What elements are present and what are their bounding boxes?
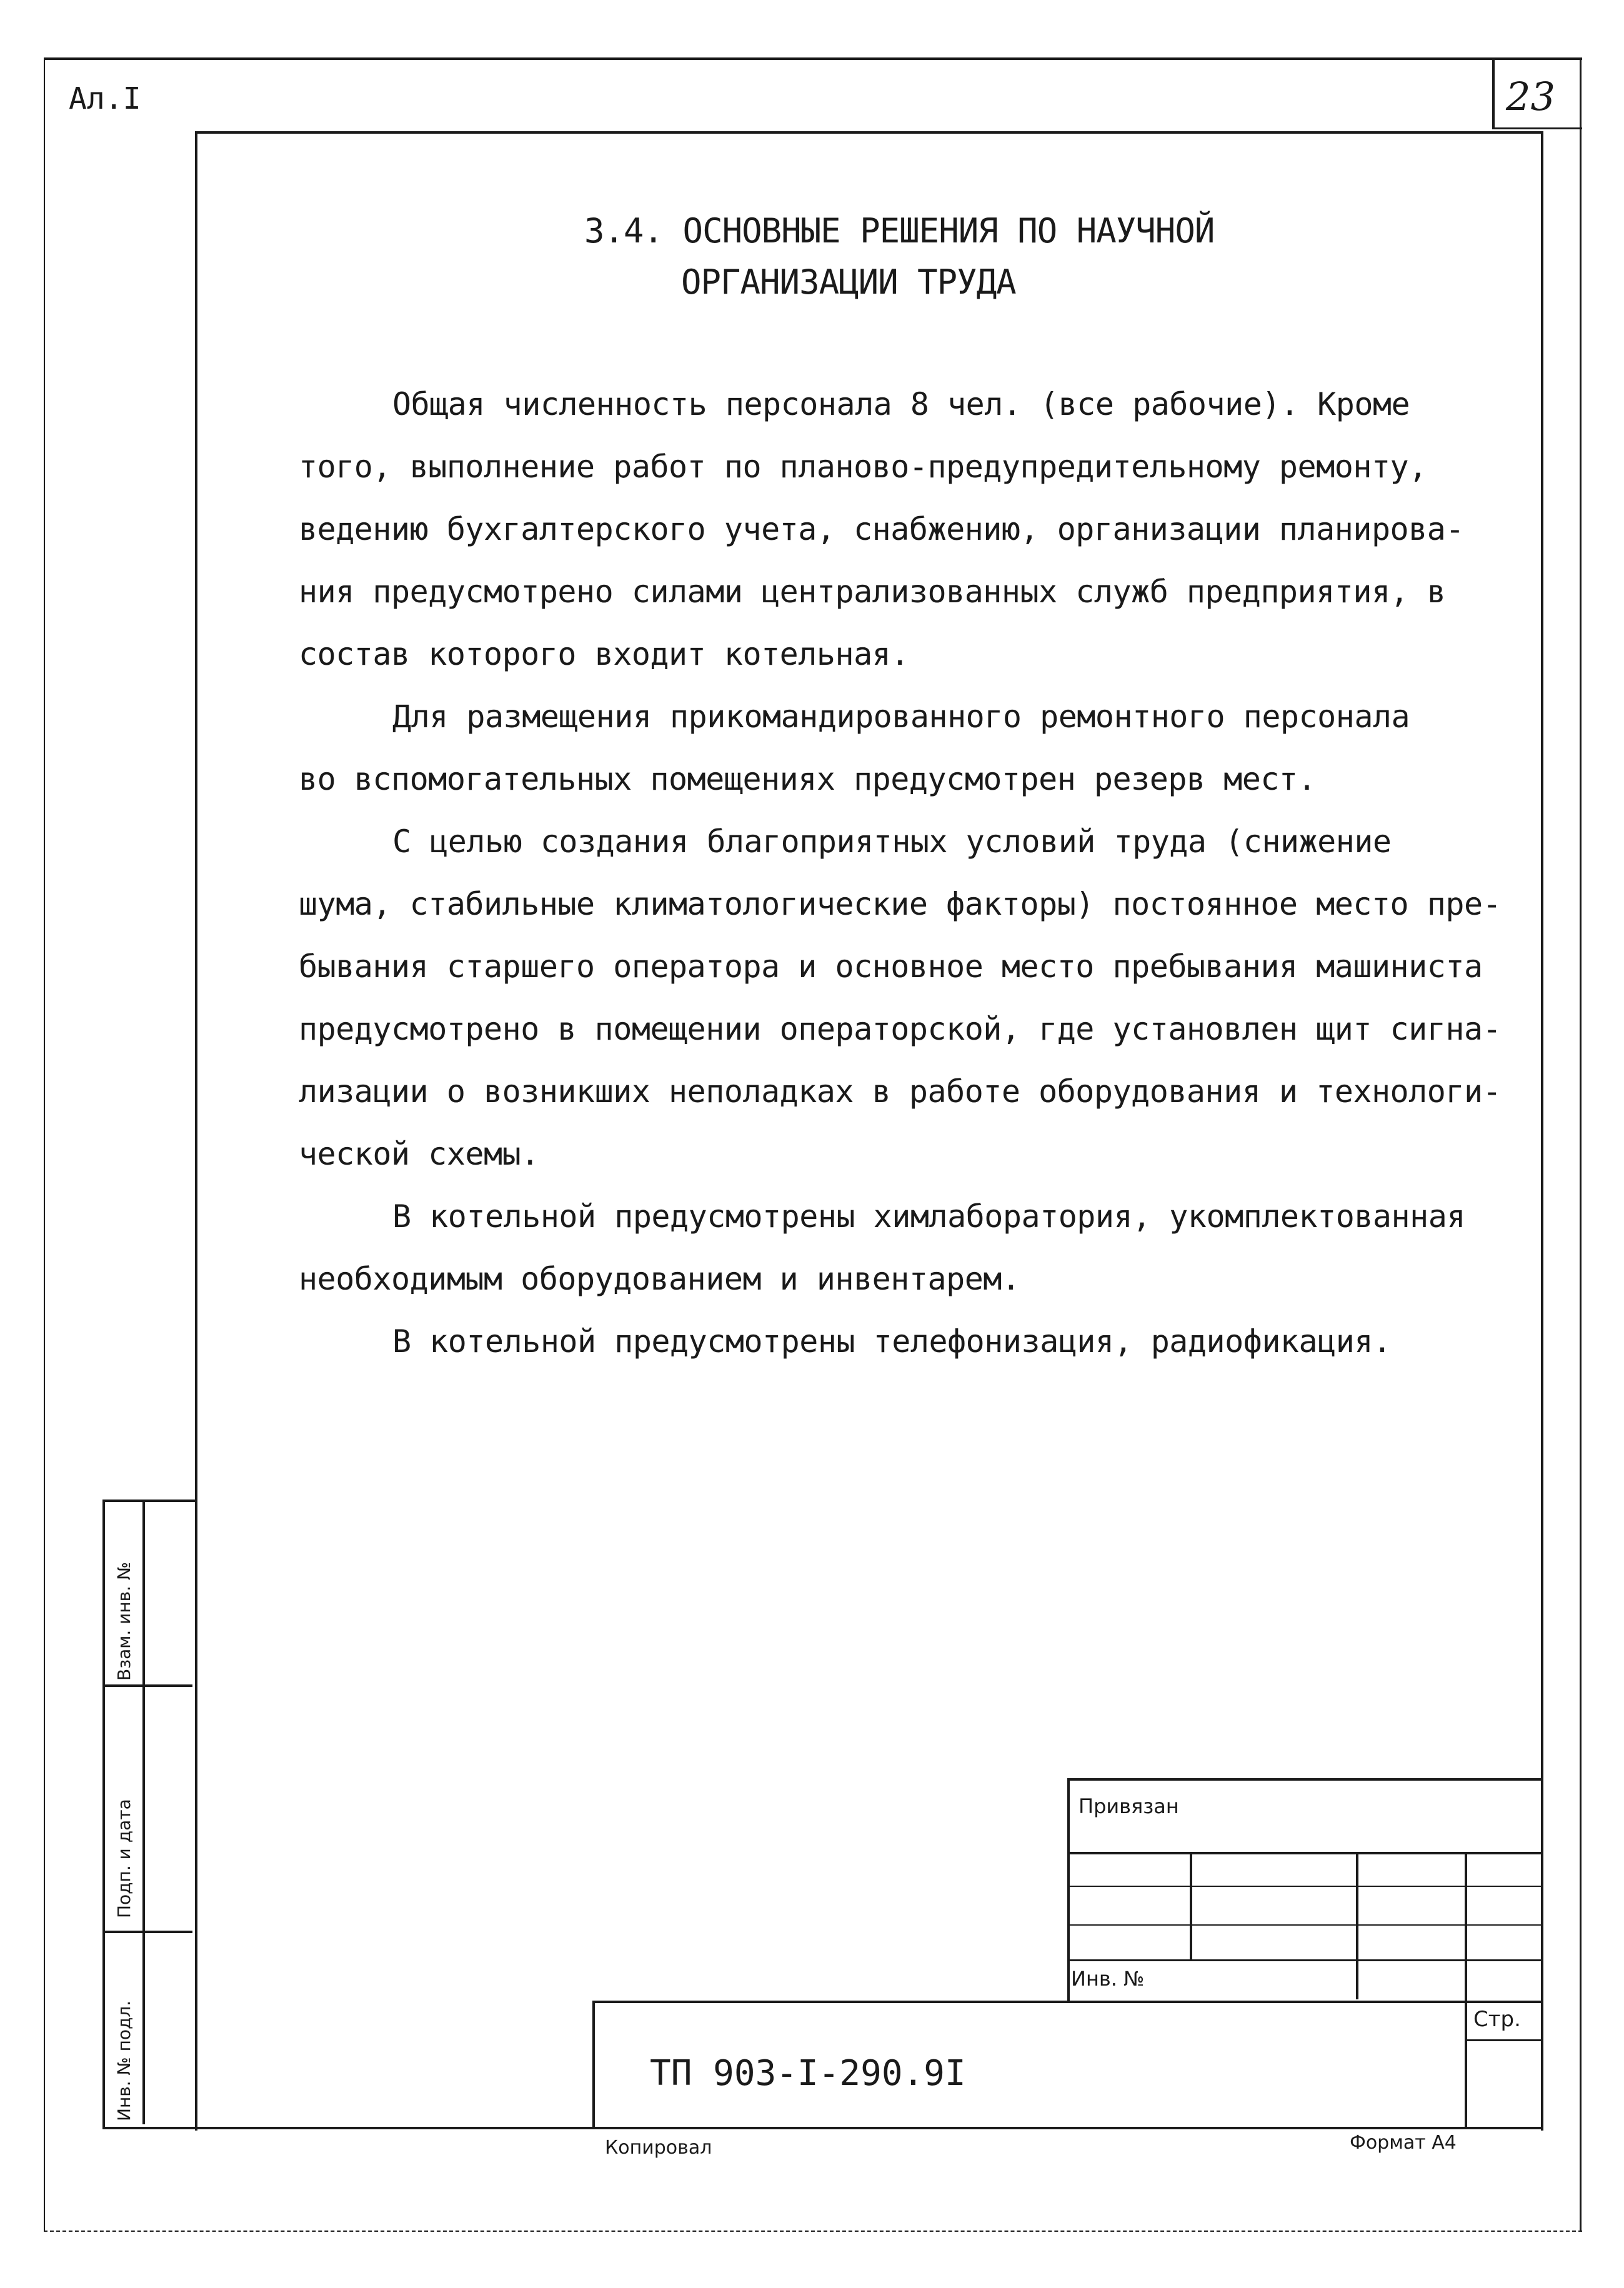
- section-title-line2: ОРГАНИЗАЦИИ ТРУДА: [681, 262, 1016, 302]
- title-block-row2: [1067, 1886, 1541, 1887]
- page-cell-divider: [1465, 2039, 1541, 2041]
- title-block-col1: [1190, 1852, 1192, 1959]
- bound-label: Привязан: [1079, 1794, 1179, 1818]
- body-line: ния предусмотрено силами централизованных служб предприятия, в: [299, 574, 1446, 610]
- body-line: того, выполнение работ по планово-предупредительному ремонту,: [299, 449, 1427, 485]
- body-line: шума, стабильные климатологические факторы) постоянное место пре-: [299, 886, 1502, 922]
- inv-label: Инв. №: [1071, 1967, 1145, 1991]
- body-line: бывания старшего оператора и основное место пребывания машиниста: [299, 948, 1483, 985]
- title-block-row1: [1067, 1852, 1541, 1854]
- paper-format-label: Формат А4: [1350, 2132, 1457, 2154]
- section-title-line1: 3.4. ОСНОВНЫЕ РЕШЕНИЯ ПО НАУЧНОЙ: [584, 211, 1215, 251]
- page-cell-label: Стр.: [1473, 2007, 1521, 2032]
- body-line: Общая численность персонала 8 чел. (все рабочие). Кроме: [392, 386, 1410, 422]
- title-block-row4: [1067, 1959, 1541, 1961]
- body-line: необходимым оборудованием и инвентарем.: [299, 1261, 1020, 1297]
- body-line: В котельной предусмотрены химлаборатория, укомплектованная: [392, 1198, 1465, 1235]
- side-stamp-field2: Подп. и дата: [114, 1799, 134, 1918]
- title-block-row3: [1067, 1924, 1541, 1926]
- side-stamp-row1: [102, 1684, 192, 1687]
- body-line: во вспомогательных помещениях предусмотрен резерв мест.: [299, 761, 1317, 797]
- inner-frame-top: [195, 131, 1543, 134]
- side-stamp-row2: [102, 1931, 192, 1933]
- document-code: ТП 903-I-290.9I: [650, 2053, 966, 2094]
- sheet-label: Ал.I: [69, 81, 141, 116]
- title-block-col2: [1356, 1852, 1358, 1999]
- body-line: С целью создания благоприятных условий труда (снижение: [392, 823, 1392, 860]
- side-stamp-field1: Взам. инв. №: [114, 1561, 134, 1681]
- side-stamp-field3: Инв. № подл.: [114, 2000, 134, 2121]
- body-line: В котельной предусмотрены телефонизация, радиофикация.: [392, 1323, 1392, 1360]
- outer-frame-right: [1580, 57, 1582, 2232]
- body-line: предусмотрено в помещении операторской, где установлен щит сигна-: [299, 1011, 1502, 1047]
- inner-frame-left: [195, 131, 197, 2131]
- body-line: Для размещения прикомандированного ремонтного персонала: [392, 699, 1410, 735]
- outer-frame-top: [44, 57, 1582, 60]
- body-line: состав которого входит котельная.: [299, 636, 909, 672]
- body-line: ведению бухгалтерского учета, снабжению, организации планирова-: [299, 511, 1464, 547]
- page-number: 23: [1506, 74, 1555, 119]
- body-line: лизации о возникших неполадках в работе оборудования и технологи-: [299, 1073, 1502, 1110]
- side-stamp-divider: [142, 1500, 145, 2124]
- outer-frame-left: [44, 57, 45, 2232]
- body-line: ческой схемы.: [299, 1136, 539, 1172]
- outer-frame-bottom: [44, 2231, 1582, 2232]
- copied-by-label: Копировал: [605, 2137, 712, 2159]
